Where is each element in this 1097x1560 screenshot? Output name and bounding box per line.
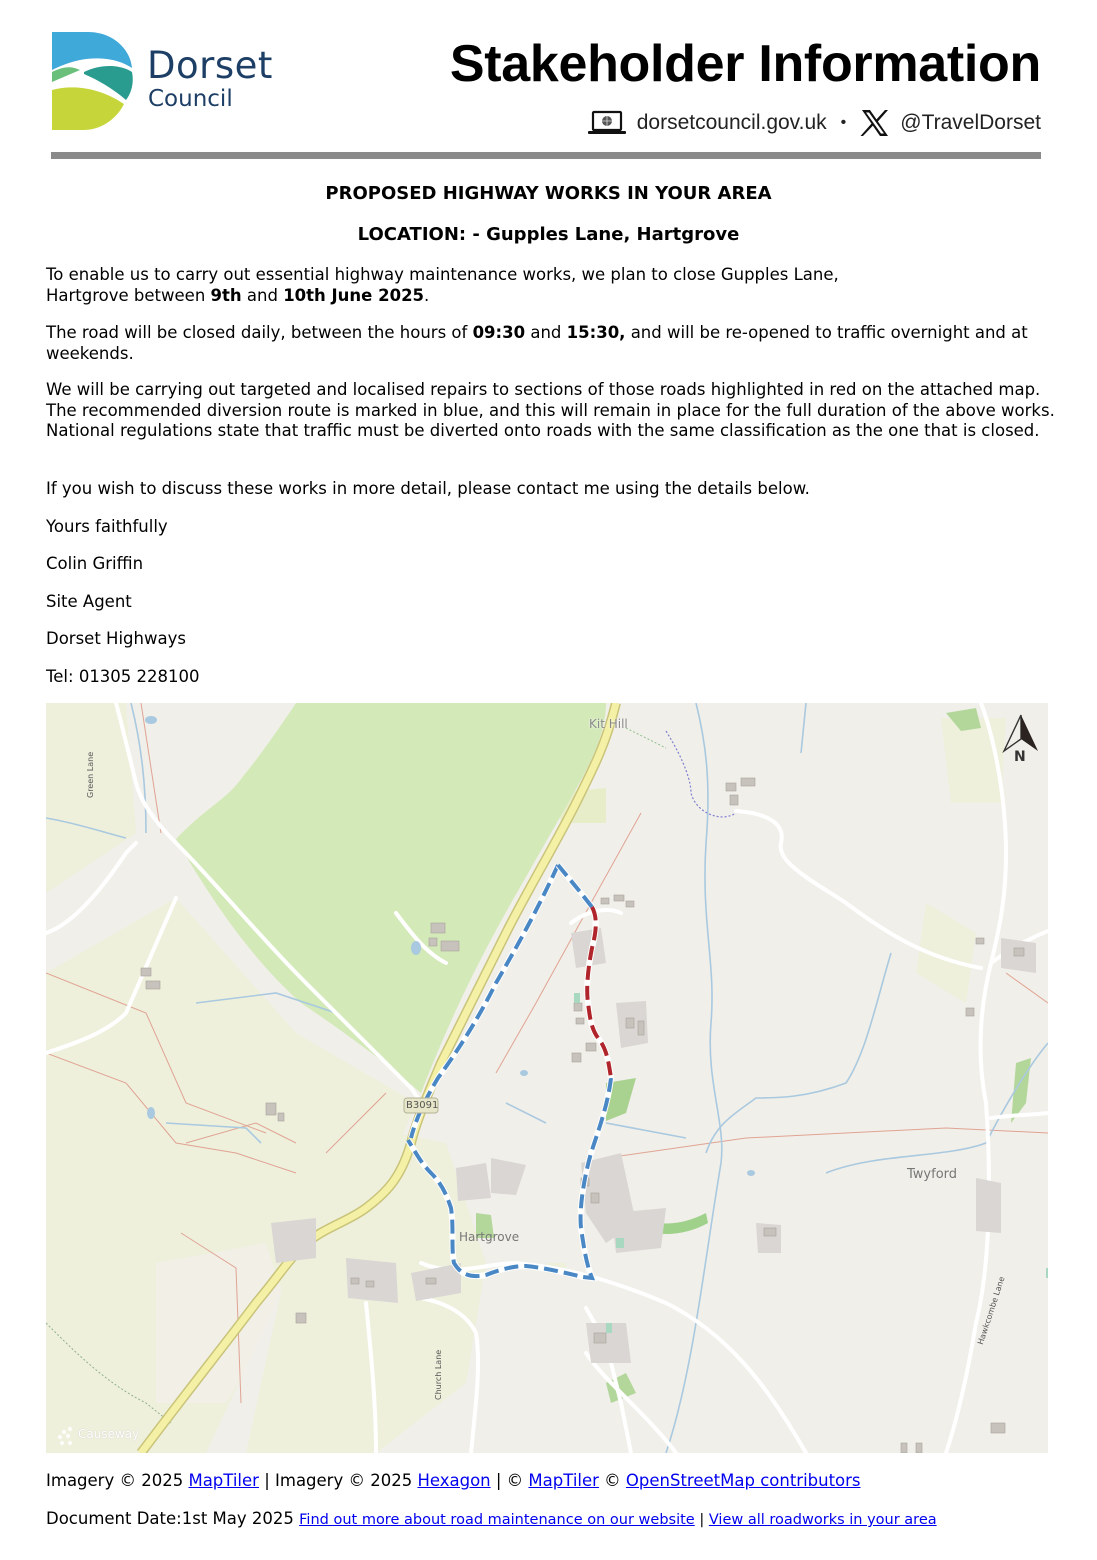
contact-row	[587, 106, 1041, 140]
paragraph-hours	[46, 323, 1056, 364]
works-map	[46, 703, 1048, 1453]
social-handle-link[interactable]: @TravelDorset	[900, 111, 1041, 134]
text: The road will be closed daily, between the hours of	[46, 323, 473, 342]
map-label-church-lane: Church Lane	[434, 1349, 443, 1400]
text: and	[241, 285, 284, 305]
text: We will be carrying out targeted and localised repairs to sections of those roads highlighted in red on the attached map. The recommended diversion route is marked in blue, and this will remain in place for the full duration of the above works. National regulations state that traffic must be diverted onto roads with the same classification as the one that is closed.	[46, 380, 1055, 440]
page-title: Stakeholder Information	[449, 35, 1041, 93]
contact-name: Colin Griffin	[46, 554, 144, 573]
text: and	[525, 323, 567, 342]
dorset-logo-mark-icon	[50, 30, 140, 132]
document-footer	[46, 1509, 937, 1530]
dorset-council-logo	[50, 30, 290, 132]
start-date: 9th	[210, 285, 242, 305]
paragraph-works-description	[46, 380, 1056, 442]
paragraph-dates	[46, 265, 1056, 306]
roadworks-link[interactable]: View all roadworks in your area	[708, 1512, 937, 1528]
logo-dorset-text: Dorset	[147, 44, 273, 87]
map-label-road-ref: B3091	[406, 1100, 439, 1111]
text: .	[424, 285, 430, 305]
signoff: Yours faithfully	[46, 517, 168, 536]
text: and will be re-opened to traffic overnight and at weekends.	[46, 323, 1028, 363]
text: To enable us to carry out essential highway maintenance works, we plan to close Gupples Lane,	[46, 265, 839, 284]
hexagon-link[interactable]: Hexagon	[417, 1471, 491, 1490]
map-attribution	[46, 1471, 861, 1491]
location-heading: LOCATION: - Gupples Lane, Hartgrove	[357, 224, 740, 245]
end-time: 15:30,	[566, 323, 626, 342]
notice-heading: PROPOSED HIGHWAY WORKS IN YOUR AREA	[325, 183, 772, 204]
header-divider	[51, 152, 1041, 159]
start-time: 09:30	[472, 323, 526, 342]
contact-role: Site Agent	[46, 592, 132, 611]
map-label-hartgrove: Hartgrove	[459, 1230, 520, 1244]
map-watermark: Causeway	[78, 1427, 140, 1441]
text: Hartgrove between	[46, 285, 211, 305]
text: | ©	[490, 1471, 529, 1490]
contact-organisation: Dorset Highways	[46, 629, 186, 648]
road-maintenance-link[interactable]: Find out more about road maintenance on our website	[299, 1512, 695, 1528]
contact-telephone: Tel: 01305 228100	[46, 667, 200, 686]
text: ©	[598, 1471, 626, 1490]
document-date: Document Date:1st May 2025	[46, 1509, 294, 1528]
website-link[interactable]: dorsetcouncil.gov.uk	[636, 111, 827, 134]
north-label: N	[1014, 749, 1026, 765]
logo-council-text: Council	[148, 86, 233, 112]
text: | Imagery © 2025	[258, 1471, 418, 1490]
end-date: 10th June 2025	[283, 285, 425, 305]
paragraph-contact: If you wish to discuss these works in more detail, please contact me using the details below.	[46, 479, 810, 498]
maptiler-link[interactable]: MapTiler	[188, 1471, 259, 1490]
maptiler-link-2[interactable]: MapTiler	[528, 1471, 599, 1490]
separator-dot: •	[840, 114, 847, 131]
map-canvas	[46, 703, 1048, 1453]
x-logo-icon	[860, 109, 890, 137]
map-label-hawkcombe-lane: Hawkcombe Lane	[976, 1275, 1007, 1346]
openstreetmap-link[interactable]: OpenStreetMap contributors	[625, 1471, 861, 1490]
map-label-twyford: Twyford	[907, 1167, 958, 1182]
map-label-kit-hill: Kit Hill	[589, 717, 628, 731]
text: Imagery © 2025	[46, 1471, 189, 1490]
laptop-globe-icon	[587, 110, 627, 136]
map-label-green-lane: Green Lane	[86, 751, 95, 798]
separator: |	[694, 1512, 709, 1528]
